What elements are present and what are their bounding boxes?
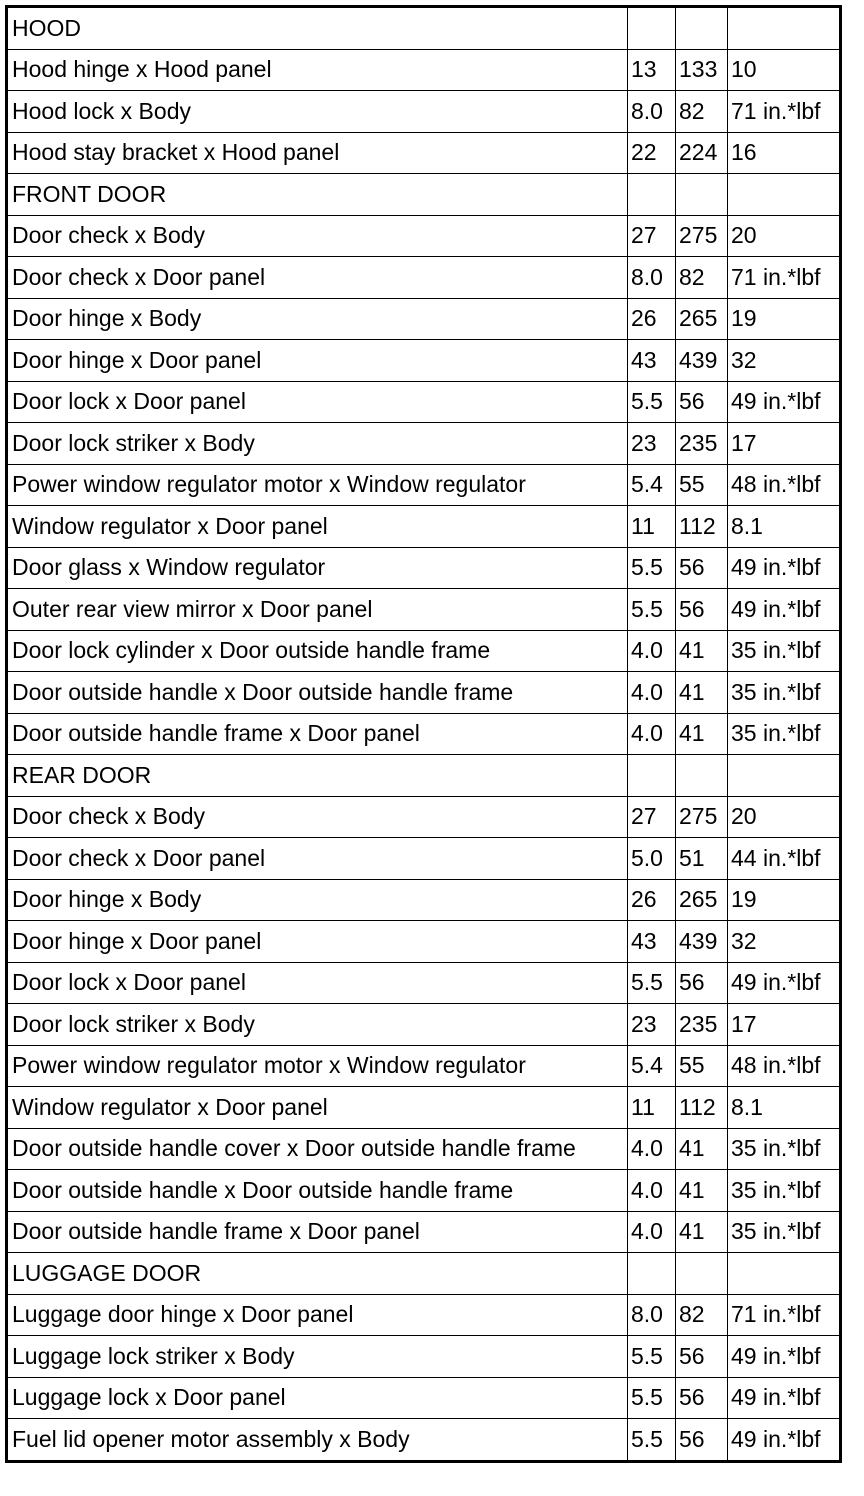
torque-kgf-cm-cell: 56 [676, 589, 728, 631]
table-row [7, 132, 841, 174]
torque-nm-cell: 4.0 [628, 1211, 676, 1253]
part-cell: Door outside handle x Door outside handle frame [7, 1170, 628, 1212]
torque-kgf-cm-cell: 41 [676, 713, 728, 755]
part-cell: Door lock striker x Body [7, 1004, 628, 1046]
torque-ft-lbf-cell: 35 in.*lbf [728, 1128, 841, 1170]
empty-cell [728, 7, 841, 50]
part-cell: Door check x Body [7, 215, 628, 257]
torque-kgf-cm-cell: 133 [676, 49, 728, 91]
torque-nm-cell: 5.5 [628, 547, 676, 589]
torque-ft-lbf-cell: 20 [728, 796, 841, 838]
part-cell: Luggage lock x Door panel [7, 1377, 628, 1419]
torque-ft-lbf-cell: 19 [728, 298, 841, 340]
torque-ft-lbf-cell: 49 in.*lbf [728, 589, 841, 631]
table-row [7, 215, 841, 257]
table-row [7, 630, 841, 672]
torque-kgf-cm-cell: 41 [676, 1170, 728, 1212]
table-row [7, 1170, 841, 1212]
part-cell: Door glass x Window regulator [7, 547, 628, 589]
torque-ft-lbf-cell: 20 [728, 215, 841, 257]
torque-nm-cell: 23 [628, 1004, 676, 1046]
table-row [7, 464, 841, 506]
section-title: FRONT DOOR [7, 174, 628, 216]
torque-nm-cell: 5.4 [628, 1045, 676, 1087]
torque-nm-cell: 4.0 [628, 1128, 676, 1170]
part-cell: Door hinge x Door panel [7, 921, 628, 963]
part-cell: Hood lock x Body [7, 91, 628, 133]
torque-nm-cell: 5.5 [628, 1377, 676, 1419]
section-title: LUGGAGE DOOR [7, 1253, 628, 1295]
torque-ft-lbf-cell: 49 in.*lbf [728, 547, 841, 589]
torque-nm-cell: 13 [628, 49, 676, 91]
torque-kgf-cm-cell: 51 [676, 838, 728, 880]
torque-ft-lbf-cell: 17 [728, 1004, 841, 1046]
empty-cell [628, 174, 676, 216]
torque-kgf-cm-cell: 55 [676, 1045, 728, 1087]
empty-cell [628, 755, 676, 797]
torque-kgf-cm-cell: 235 [676, 1004, 728, 1046]
torque-kgf-cm-cell: 224 [676, 132, 728, 174]
torque-kgf-cm-cell: 439 [676, 340, 728, 382]
table-row [7, 506, 841, 548]
empty-cell [676, 7, 728, 50]
torque-kgf-cm-cell: 41 [676, 1128, 728, 1170]
torque-kgf-cm-cell: 235 [676, 423, 728, 465]
part-cell: Luggage lock striker x Body [7, 1336, 628, 1378]
part-cell: Door lock cylinder x Door outside handle frame [7, 630, 628, 672]
torque-kgf-cm-cell: 82 [676, 91, 728, 133]
torque-kgf-cm-cell: 112 [676, 506, 728, 548]
torque-nm-cell: 26 [628, 879, 676, 921]
torque-kgf-cm-cell: 56 [676, 962, 728, 1004]
section-header-row [7, 755, 841, 797]
torque-kgf-cm-cell: 265 [676, 298, 728, 340]
section-header-row [7, 174, 841, 216]
part-cell: Door hinge x Body [7, 879, 628, 921]
table-row [7, 340, 841, 382]
torque-nm-cell: 43 [628, 921, 676, 963]
torque-kgf-cm-cell: 41 [676, 630, 728, 672]
table-row [7, 796, 841, 838]
part-cell: Luggage door hinge x Door panel [7, 1294, 628, 1336]
part-cell: Door outside handle frame x Door panel [7, 1211, 628, 1253]
torque-nm-cell: 11 [628, 1087, 676, 1129]
part-cell: Door lock x Door panel [7, 381, 628, 423]
part-cell: Door outside handle cover x Door outside handle frame [7, 1128, 628, 1170]
torque-ft-lbf-cell: 35 in.*lbf [728, 1170, 841, 1212]
torque-ft-lbf-cell: 71 in.*lbf [728, 91, 841, 133]
torque-nm-cell: 8.0 [628, 257, 676, 299]
torque-kgf-cm-cell: 41 [676, 1211, 728, 1253]
table-row [7, 1045, 841, 1087]
table-row [7, 879, 841, 921]
torque-nm-cell: 4.0 [628, 713, 676, 755]
torque-kgf-cm-cell: 56 [676, 1336, 728, 1378]
torque-ft-lbf-cell: 35 in.*lbf [728, 713, 841, 755]
part-cell: Door check x Door panel [7, 838, 628, 880]
torque-ft-lbf-cell: 16 [728, 132, 841, 174]
torque-ft-lbf-cell: 48 in.*lbf [728, 464, 841, 506]
table-row [7, 91, 841, 133]
table-row [7, 1211, 841, 1253]
torque-kgf-cm-cell: 56 [676, 1377, 728, 1419]
torque-ft-lbf-cell: 32 [728, 921, 841, 963]
torque-kgf-cm-cell: 82 [676, 1294, 728, 1336]
torque-ft-lbf-cell: 35 in.*lbf [728, 1211, 841, 1253]
torque-kgf-cm-cell: 56 [676, 547, 728, 589]
table-row [7, 423, 841, 465]
torque-nm-cell: 27 [628, 215, 676, 257]
torque-nm-cell: 5.5 [628, 381, 676, 423]
empty-cell [728, 755, 841, 797]
part-cell: Door outside handle frame x Door panel [7, 713, 628, 755]
torque-kgf-cm-cell: 275 [676, 215, 728, 257]
part-cell: Door lock x Door panel [7, 962, 628, 1004]
section-title: REAR DOOR [7, 755, 628, 797]
torque-kgf-cm-cell: 265 [676, 879, 728, 921]
torque-ft-lbf-cell: 8.1 [728, 506, 841, 548]
table-row [7, 547, 841, 589]
torque-nm-cell: 22 [628, 132, 676, 174]
torque-kgf-cm-cell: 56 [676, 1419, 728, 1462]
empty-cell [628, 1253, 676, 1295]
empty-cell [628, 7, 676, 50]
table-row [7, 1336, 841, 1378]
torque-spec-table [5, 5, 842, 1463]
torque-nm-cell: 8.0 [628, 91, 676, 133]
torque-kgf-cm-cell: 112 [676, 1087, 728, 1129]
torque-nm-cell: 5.4 [628, 464, 676, 506]
part-cell: Door outside handle x Door outside handle frame [7, 672, 628, 714]
torque-ft-lbf-cell: 10 [728, 49, 841, 91]
section-title: HOOD [7, 7, 628, 50]
table-row [7, 1087, 841, 1129]
torque-ft-lbf-cell: 35 in.*lbf [728, 672, 841, 714]
torque-ft-lbf-cell: 71 in.*lbf [728, 1294, 841, 1336]
empty-cell [728, 174, 841, 216]
part-cell: Door lock striker x Body [7, 423, 628, 465]
table-row [7, 1294, 841, 1336]
torque-ft-lbf-cell: 44 in.*lbf [728, 838, 841, 880]
torque-kgf-cm-cell: 55 [676, 464, 728, 506]
torque-ft-lbf-cell: 48 in.*lbf [728, 1045, 841, 1087]
torque-nm-cell: 26 [628, 298, 676, 340]
table-row [7, 713, 841, 755]
empty-cell [676, 174, 728, 216]
torque-nm-cell: 27 [628, 796, 676, 838]
torque-ft-lbf-cell: 8.1 [728, 1087, 841, 1129]
part-cell: Window regulator x Door panel [7, 506, 628, 548]
torque-kgf-cm-cell: 275 [676, 796, 728, 838]
table-row [7, 589, 841, 631]
torque-kgf-cm-cell: 56 [676, 381, 728, 423]
part-cell: Door check x Door panel [7, 257, 628, 299]
torque-nm-cell: 5.0 [628, 838, 676, 880]
table-row [7, 921, 841, 963]
torque-nm-cell: 5.5 [628, 589, 676, 631]
part-cell: Hood stay bracket x Hood panel [7, 132, 628, 174]
torque-ft-lbf-cell: 35 in.*lbf [728, 630, 841, 672]
empty-cell [676, 755, 728, 797]
table-row [7, 298, 841, 340]
table-row [7, 672, 841, 714]
table-row [7, 1419, 841, 1462]
torque-nm-cell: 4.0 [628, 672, 676, 714]
torque-kgf-cm-cell: 82 [676, 257, 728, 299]
section-header-row [7, 1253, 841, 1295]
torque-ft-lbf-cell: 49 in.*lbf [728, 962, 841, 1004]
table-row [7, 1377, 841, 1419]
part-cell: Window regulator x Door panel [7, 1087, 628, 1129]
part-cell: Power window regulator motor x Window regulator [7, 1045, 628, 1087]
table-row [7, 49, 841, 91]
torque-ft-lbf-cell: 49 in.*lbf [728, 1377, 841, 1419]
part-cell: Door hinge x Body [7, 298, 628, 340]
section-header-row [7, 7, 841, 50]
part-cell: Outer rear view mirror x Door panel [7, 589, 628, 631]
table-row [7, 257, 841, 299]
torque-ft-lbf-cell: 32 [728, 340, 841, 382]
torque-ft-lbf-cell: 17 [728, 423, 841, 465]
torque-ft-lbf-cell: 49 in.*lbf [728, 1336, 841, 1378]
torque-nm-cell: 5.5 [628, 1419, 676, 1462]
table-row [7, 381, 841, 423]
torque-ft-lbf-cell: 49 in.*lbf [728, 1419, 841, 1462]
table-body [7, 7, 841, 1462]
table-row [7, 838, 841, 880]
torque-ft-lbf-cell: 71 in.*lbf [728, 257, 841, 299]
torque-nm-cell: 5.5 [628, 1336, 676, 1378]
torque-nm-cell: 8.0 [628, 1294, 676, 1336]
part-cell: Power window regulator motor x Window regulator [7, 464, 628, 506]
torque-kgf-cm-cell: 439 [676, 921, 728, 963]
torque-ft-lbf-cell: 19 [728, 879, 841, 921]
part-cell: Door check x Body [7, 796, 628, 838]
torque-nm-cell: 4.0 [628, 1170, 676, 1212]
table-row [7, 1004, 841, 1046]
table-row [7, 1128, 841, 1170]
torque-ft-lbf-cell: 49 in.*lbf [728, 381, 841, 423]
part-cell: Hood hinge x Hood panel [7, 49, 628, 91]
torque-nm-cell: 4.0 [628, 630, 676, 672]
torque-nm-cell: 5.5 [628, 962, 676, 1004]
torque-nm-cell: 43 [628, 340, 676, 382]
part-cell: Door hinge x Door panel [7, 340, 628, 382]
table-row [7, 962, 841, 1004]
empty-cell [676, 1253, 728, 1295]
torque-kgf-cm-cell: 41 [676, 672, 728, 714]
part-cell: Fuel lid opener motor assembly x Body [7, 1419, 628, 1462]
empty-cell [728, 1253, 841, 1295]
torque-nm-cell: 11 [628, 506, 676, 548]
torque-nm-cell: 23 [628, 423, 676, 465]
